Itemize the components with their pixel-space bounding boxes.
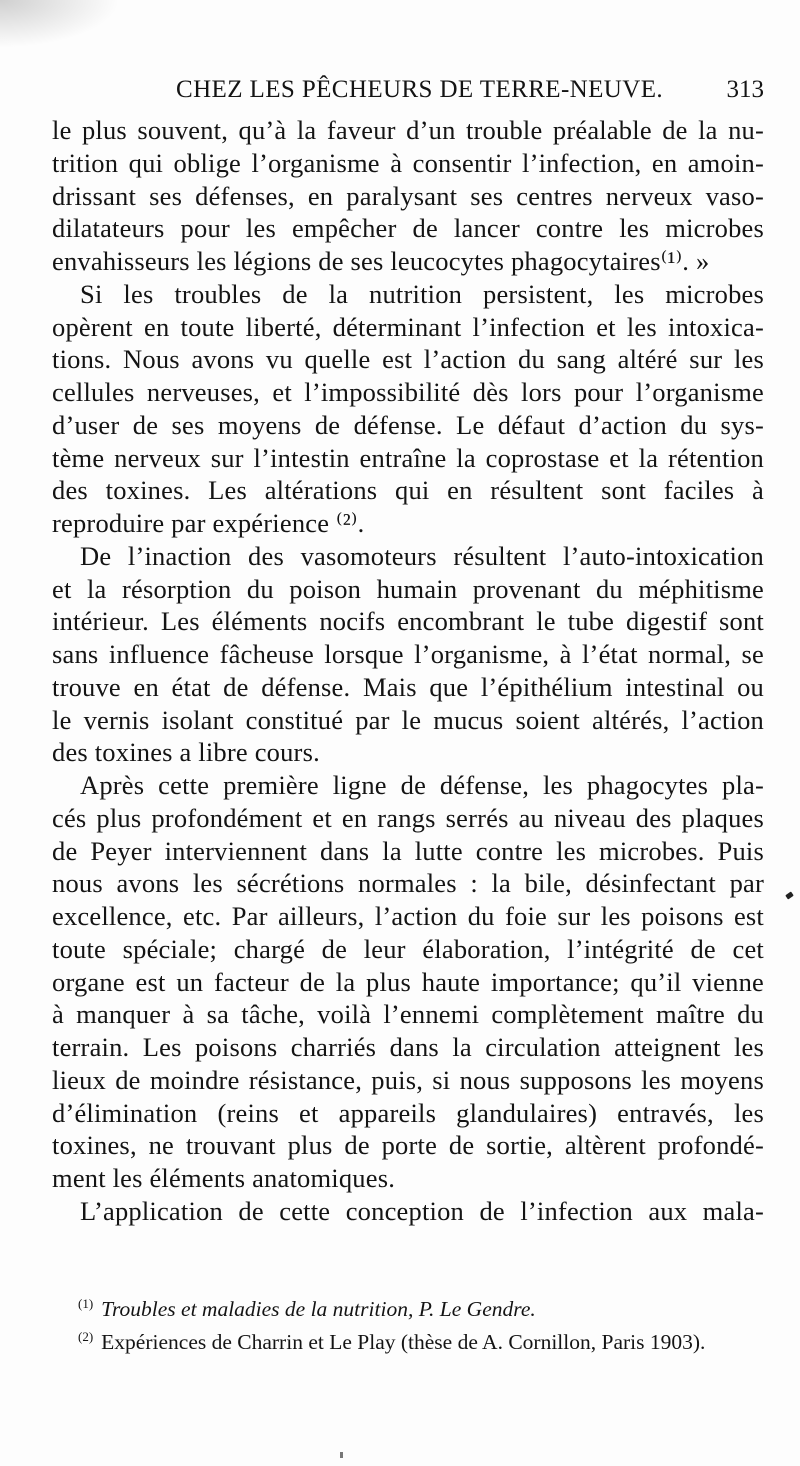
footnote-text: Troubles et maladies de la nutrition, P. Le Gendre. xyxy=(101,1297,536,1321)
text-line: des toxines. Les altérations qui en résultent sont faciles à xyxy=(52,475,764,506)
body-text xyxy=(52,114,764,1228)
text-line: sans influence fâcheuse lorsque l’organisme, à l’état normal, se xyxy=(52,639,764,669)
paragraph-start-line: L’application de cette conception de l’infection aux mala- xyxy=(80,1195,764,1226)
footnote-2 xyxy=(78,1320,768,1353)
text-line: toute spéciale; chargé de leur élaboration, l’intégrité de cet xyxy=(52,933,764,964)
paragraph-start-line: Après cette première ligne de défense, les phagocytes pla- xyxy=(80,770,764,800)
running-title: CHEZ LES PÊCHEURS DE TERRE-NEUVE. xyxy=(176,76,664,103)
text-line: envahisseurs les légions de ses leucocytes phagocytaires⁽¹⁾. » xyxy=(52,246,710,276)
text-line: toxines, ne trouvant plus de porte de sortie, altèrent profondé- xyxy=(52,1130,764,1161)
footnotes xyxy=(78,1287,768,1353)
text-line: des toxines a libre cours. xyxy=(52,737,320,768)
footnote-marker: (1) xyxy=(78,1296,94,1311)
scan-speck xyxy=(340,1452,343,1458)
text-line: d’élimination (reins et appareils glandulaires) entravés, les xyxy=(52,1097,764,1128)
text-line: excellence, etc. Par ailleurs, l’action du foie sur les poisons est xyxy=(52,901,764,931)
text-line: intérieur. Les éléments nocifs encombrant le tube digestif sont xyxy=(52,606,764,637)
scan-corner-shadow xyxy=(0,0,120,48)
text-line: cellules nerveuses, et l’impossibilité dès lors pour l’organisme xyxy=(52,377,764,407)
text-line: trouve en état de défense. Mais que l’épithélium intestinal ou xyxy=(52,671,764,702)
footnote-text: Expériences de Charrin et Le Play (thèse de A. Cornillon, Paris 1903). xyxy=(101,1330,706,1354)
text-line: trition qui oblige l’organisme à consentir l’infection, en amoin- xyxy=(52,147,764,178)
text-line: le vernis isolant constitué par le mucus soient altérés, l’action xyxy=(52,704,764,735)
text-line: de Peyer interviennent dans la lutte contre les microbes. Puis xyxy=(52,835,764,866)
footnote-marker: (2) xyxy=(78,1329,94,1344)
text-line: à manquer à sa tâche, voilà l’ennemi complètement maître du xyxy=(52,999,764,1030)
text-line: reproduire par expérience ⁽²⁾. xyxy=(52,508,365,538)
paragraph-start-line: Si les troubles de la nutrition persistent, les microbes xyxy=(80,278,764,309)
text-line: ment les éléments anatomiques. xyxy=(52,1163,396,1193)
text-line: d’user de ses moyens de défense. Le défaut d’action du sys- xyxy=(52,409,764,440)
text-line: opèrent en toute liberté, déterminant l’infection et les intoxica- xyxy=(52,311,764,342)
paragraph-start-line: De l’inaction des vasomoteurs résultent l’auto-intoxication xyxy=(80,540,764,571)
text-line: tions. Nous avons vu quelle est l’action du sang altéré sur les xyxy=(52,344,764,375)
text-line: organe est un facteur de la plus haute importance; qu’il vienne xyxy=(52,966,764,997)
text-line: drissant ses défenses, en paralysant ses centres nerveux vaso- xyxy=(52,180,764,211)
text-line: cés plus profondément et en rangs serrés au niveau des plaques xyxy=(52,802,764,833)
text-line: et la résorption du poison humain provenant du méphitisme xyxy=(52,573,764,604)
margin-ink-mark xyxy=(785,891,794,899)
text-line: tème nerveux sur l’intestin entraîne la coprostase et la rétention xyxy=(52,442,764,473)
running-head xyxy=(52,68,770,108)
text-line: terrain. Les poisons charriés dans la circulation atteignent les xyxy=(52,1032,764,1062)
page-number: 313 xyxy=(726,76,764,103)
text-line: lieux de moindre résistance, puis, si nous supposons les moyens xyxy=(52,1064,764,1095)
text-line: le plus souvent, qu’à la faveur d’un trouble préalable de la nu- xyxy=(52,115,764,145)
text-line: dilatateurs pour les empêcher de lancer contre les microbes xyxy=(52,213,764,244)
footnote-1 xyxy=(78,1287,768,1320)
text-line: nous avons les sécrétions normales : la bile, désinfectant par xyxy=(52,868,764,899)
